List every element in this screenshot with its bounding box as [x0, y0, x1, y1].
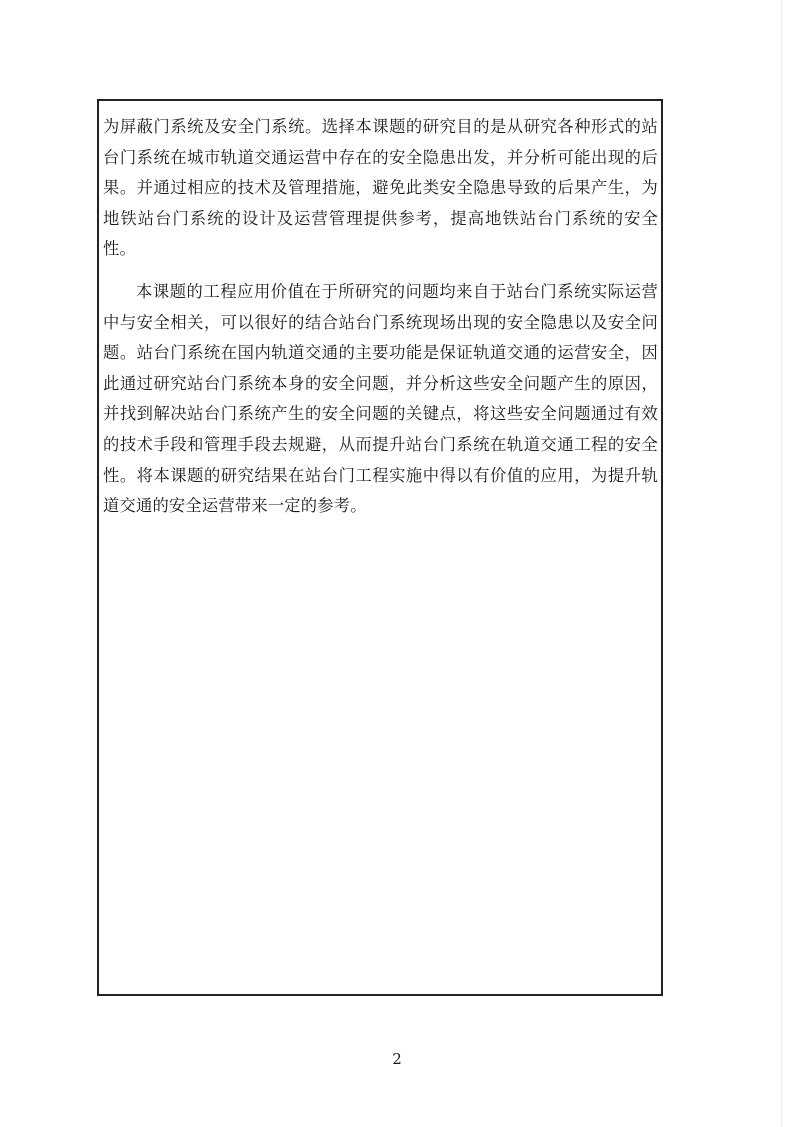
scan-edge-line [781, 0, 782, 1127]
paragraph-2: 本课题的工程应用价值在于所研究的问题均来自于站台门系统实际运营中与安全相关，可以很好的结合站台门系统现场出现的安全隐患以及安全问题。站台门系统在国内轨道交通的主要功能是保证轨道交通的运营安全，因此通过研究站台门系统本身的安全问题，并分析这些安全问题产生的原因，并找到解决站台门系统产生的安全问题的关键点，将这些安全问题通过有效的技术手段和管理手段去规避，从而提升站台门系统在轨道交通工程的安全性。将本课题的研究结果在站台门工程实施中得以有价值的应用，为提升轨道交通的安全运营带来一定的参考。 [103, 281, 658, 516]
text-body [103, 112, 658, 522]
page-number: 2 [392, 1050, 402, 1068]
paragraph-1: 为屏蔽门系统及安全门系统。选择本课题的研究目的是从研究各种形式的站台门系统在城市轨道交通运营中存在的安全隐患出发，并分析可能出现的后果。并通过相应的技术及管理措施，避免此类安全隐患导致的后果产生，为地铁站台门系统的设计及运营管理提供参考，提高地铁站台门系统的安全性。 [103, 117, 658, 259]
